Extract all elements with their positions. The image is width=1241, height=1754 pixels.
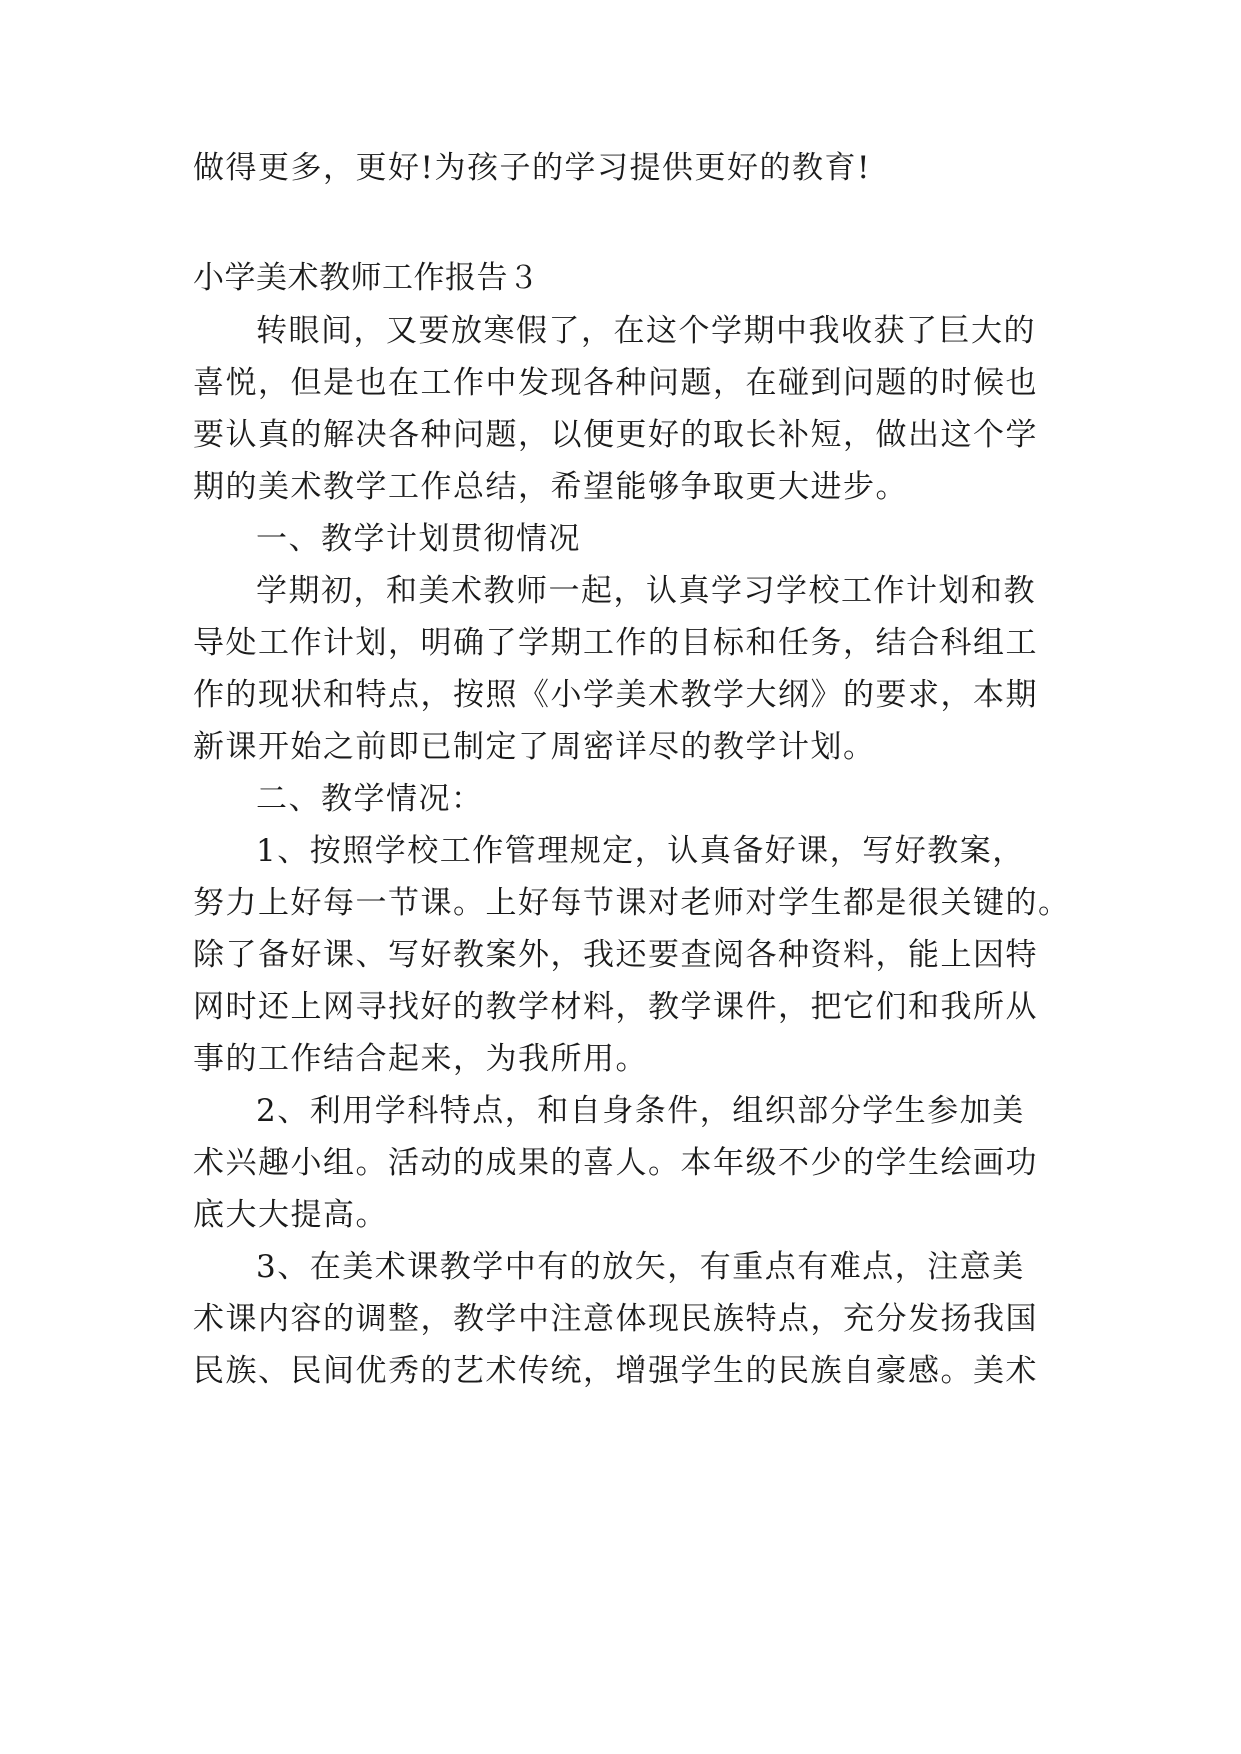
paragraph-line: 网时还上网寻找好的教学材料，教学课件，把它们和我所从 [193, 989, 1038, 1025]
paragraph-line: 喜悦，但是也在工作中发现各种问题，在碰到问题的时候也 [193, 365, 1038, 401]
paragraph-line: 3、在美术课教学中有的放矢，有重点有难点，注意美 [256, 1249, 1025, 1285]
paragraph-line: 转眼间，又要放寒假了，在这个学期中我收获了巨大的 [256, 313, 1036, 349]
subheading: 一、教学计划贯彻情况 [256, 521, 581, 557]
paragraph-line: 术课内容的调整，教学中注意体现民族特点，充分发扬我国 [193, 1301, 1038, 1337]
paragraph-line: 做得更多，更好!为孩子的学习提供更好的教育! [193, 150, 871, 186]
paragraph-line: 2、利用学科特点，和自身条件，组织部分学生参加美 [256, 1093, 1025, 1129]
paragraph-line: 术兴趣小组。活动的成果的喜人。本年级不少的学生绘画功 [193, 1145, 1038, 1181]
paragraph-line: 底大大提高。 [193, 1197, 388, 1233]
paragraph-line: 期的美术教学工作总结，希望能够争取更大进步。 [193, 469, 908, 505]
paragraph-line: 要认真的解决各种问题，以便更好的取长补短，做出这个学 [193, 417, 1038, 453]
paragraph-line: 1、按照学校工作管理规定，认真备好课，写好教案， [256, 833, 1025, 869]
paragraph-line: 事的工作结合起来，为我所用。 [193, 1041, 648, 1077]
paragraph-line: 除了备好课、写好教案外，我还要查阅各种资料，能上因特 [193, 937, 1038, 973]
paragraph-line: 学期初，和美术教师一起，认真学习学校工作计划和教 [256, 573, 1036, 609]
paragraph-line: 导处工作计划，明确了学期工作的目标和任务，结合科组工 [193, 625, 1038, 661]
paragraph-line: 民族、民间优秀的艺术传统，增强学生的民族自豪感。美术 [193, 1353, 1038, 1389]
paragraph-line: 作的现状和特点，按照《小学美术教学大纲》的要求，本期 [193, 677, 1038, 713]
subheading: 二、教学情况： [256, 781, 484, 817]
paragraph-line: 努力上好每一节课。上好每节课对老师对学生都是很关键的。 [193, 885, 1071, 921]
paragraph-line: 新课开始之前即已制定了周密详尽的教学计划。 [193, 729, 876, 765]
section-title: 小学美术教师工作报告３ [193, 260, 540, 296]
